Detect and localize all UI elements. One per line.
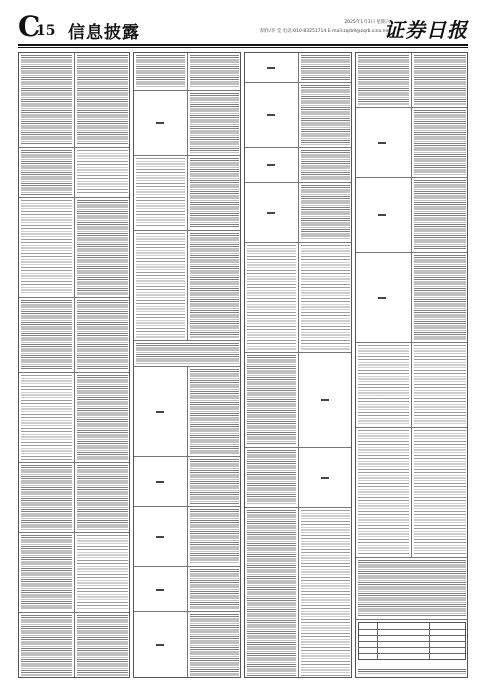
text-cell [188, 612, 241, 678]
text-cell [75, 463, 130, 533]
label-cell [134, 457, 188, 507]
text-cell [245, 353, 299, 448]
label-cell [134, 91, 188, 156]
text-cell [412, 428, 468, 558]
summary-table [358, 622, 466, 660]
text-cell [75, 53, 130, 148]
newspaper-logo: 证券日报 [384, 18, 468, 42]
label-cell [299, 353, 352, 448]
table-column [429, 623, 430, 659]
text-cell [19, 53, 75, 148]
table-column [377, 623, 378, 659]
text-cell [75, 148, 130, 198]
text-cell [412, 343, 468, 428]
table-row [359, 647, 465, 648]
column-1 [18, 52, 130, 678]
text-cell [299, 148, 352, 183]
table-row [359, 629, 465, 630]
text-cell [412, 253, 468, 343]
text-cell [356, 428, 412, 558]
text-cell [412, 178, 468, 253]
text-cell [188, 507, 241, 567]
text-cell [134, 156, 188, 231]
table-row [359, 653, 465, 654]
text-cell [75, 298, 130, 373]
text-cell [188, 91, 241, 156]
text-cell [356, 558, 468, 620]
label-cell [245, 183, 299, 243]
masthead-rule [18, 44, 468, 46]
text-cell [412, 53, 468, 108]
text-cell [245, 448, 299, 508]
label-cell [356, 108, 412, 178]
text-cell [19, 198, 75, 298]
text-cell [188, 457, 241, 507]
label-cell [245, 53, 299, 83]
text-cell [188, 156, 241, 231]
text-cell [19, 613, 75, 678]
text-cell [75, 613, 130, 678]
text-cell [134, 341, 241, 367]
text-cell [188, 231, 241, 341]
column-4 [355, 52, 468, 678]
text-cell [75, 198, 130, 298]
masthead [18, 10, 468, 44]
label-cell [356, 178, 412, 253]
text-cell [412, 108, 468, 178]
text-cell [75, 533, 130, 613]
text-cell [299, 53, 352, 83]
text-cell [299, 183, 352, 243]
text-cell [134, 231, 188, 341]
label-cell [299, 448, 352, 508]
footnote [358, 669, 466, 675]
text-cell [19, 148, 75, 198]
text-cell [19, 533, 75, 613]
section-number: 15 [36, 23, 56, 39]
text-cell [75, 373, 130, 463]
label-cell [134, 507, 188, 567]
section-letter: C [18, 10, 41, 43]
text-cell [299, 243, 352, 353]
issue-date: 2025年1月3日 星期六 [344, 20, 390, 25]
label-cell [245, 148, 299, 183]
text-cell [188, 567, 241, 612]
label-cell [134, 367, 188, 457]
label-cell [134, 567, 188, 612]
text-cell [245, 243, 299, 353]
text-cell [188, 53, 241, 91]
text-cell [299, 508, 352, 678]
label-cell [245, 83, 299, 148]
text-cell [356, 53, 412, 108]
editor-contact: 制作/李 莹 电话:010-83251714 E-mail:zqrb9@zqrb.sina.net [260, 29, 390, 34]
text-cell [134, 53, 188, 91]
table-row [359, 635, 465, 636]
label-cell [356, 253, 412, 343]
masthead-rule-thin [18, 47, 468, 48]
column-2 [133, 52, 241, 678]
table-row [359, 641, 465, 642]
text-cell [356, 343, 412, 428]
text-cell [299, 83, 352, 148]
label-cell [134, 612, 188, 678]
text-cell [19, 463, 75, 533]
text-cell [19, 373, 75, 463]
text-cell [245, 508, 299, 678]
column-3 [244, 52, 352, 678]
text-cell [188, 367, 241, 457]
section-title: 信息披露 [68, 23, 140, 43]
text-cell [19, 298, 75, 373]
